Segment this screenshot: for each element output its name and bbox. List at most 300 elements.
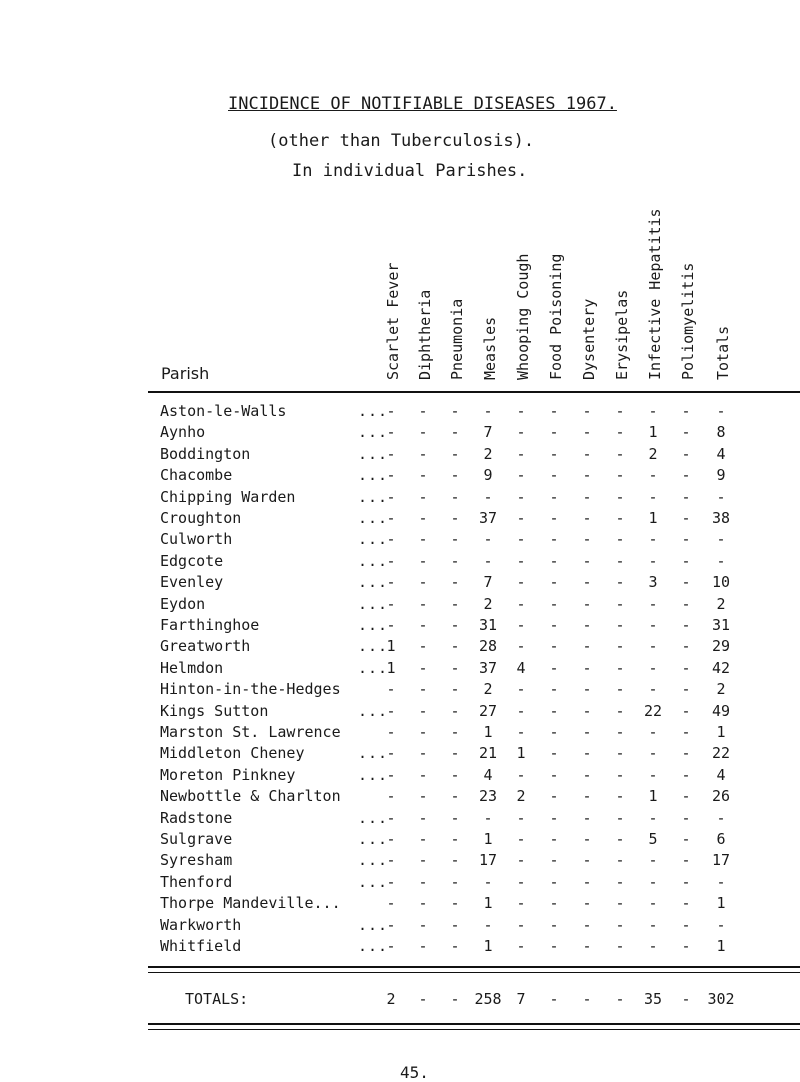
table-cell: - xyxy=(483,487,493,506)
table-cell: - xyxy=(615,658,625,677)
parish-name: Edgcote xyxy=(160,551,224,570)
table-cell: - xyxy=(450,487,460,506)
table-row xyxy=(0,659,800,681)
table-cell: - xyxy=(582,530,592,549)
table-cell: - xyxy=(582,594,592,613)
table-cell: - xyxy=(516,680,526,699)
table-cell: - xyxy=(450,466,460,485)
totals-cell: 302 xyxy=(707,990,735,1008)
table-cell: - xyxy=(648,872,658,891)
table-cell: 1 xyxy=(516,744,526,763)
table-cell: 3 xyxy=(648,573,658,592)
table-cell: - xyxy=(418,594,428,613)
table-cell: - xyxy=(648,937,658,955)
table-cell: 1 xyxy=(716,894,726,913)
table-cell: - xyxy=(648,466,658,485)
table-cell: - xyxy=(418,487,428,506)
table-cell: - xyxy=(386,551,396,570)
leader-dots: ... xyxy=(358,937,389,955)
table-cell: 4 xyxy=(716,765,726,784)
table-cell: - xyxy=(681,723,691,741)
table-cell: - xyxy=(418,808,428,827)
table-cell: 2 xyxy=(716,594,726,613)
table-cell: - xyxy=(450,851,460,870)
table-cell: - xyxy=(582,573,592,592)
table-cell: - xyxy=(681,744,691,763)
table-cell: - xyxy=(450,530,460,549)
table-row xyxy=(0,445,800,467)
table-cell: 31 xyxy=(478,616,498,634)
leader-dots: ... xyxy=(358,530,389,549)
table-cell: - xyxy=(418,851,428,870)
parish-name: Sulgrave xyxy=(160,830,233,848)
table-cell: - xyxy=(483,402,493,420)
table-cell: - xyxy=(418,680,428,699)
table-cell: 28 xyxy=(478,637,498,656)
leader-dots: ... xyxy=(358,423,389,442)
table-cell: - xyxy=(615,937,625,955)
table-cell: - xyxy=(648,402,658,420)
table-row xyxy=(0,744,800,766)
table-cell: 7 xyxy=(483,573,493,592)
column-header: Measles xyxy=(481,316,499,380)
table-cell: - xyxy=(418,658,428,677)
parish-name: Farthinghoe xyxy=(160,616,260,634)
parish-name: Helmdon xyxy=(160,658,224,677)
table-cell: - xyxy=(582,723,592,741)
table-cell: - xyxy=(615,444,625,463)
table-cell: - xyxy=(681,616,691,634)
table-cell: 1 xyxy=(648,509,658,527)
parish-name: Culworth xyxy=(160,530,233,549)
table-row xyxy=(0,916,800,938)
table-cell: 22 xyxy=(643,701,663,720)
table-cell: - xyxy=(483,551,493,570)
table-cell: - xyxy=(716,402,726,420)
table-cell: - xyxy=(582,551,592,570)
table-cell: - xyxy=(549,723,559,741)
table-cell: 7 xyxy=(483,423,493,442)
table-cell: - xyxy=(615,808,625,827)
table-cell: - xyxy=(648,637,658,656)
table-cell: - xyxy=(648,894,658,913)
leader-dots: ... xyxy=(358,765,389,784)
table-row xyxy=(0,723,800,745)
table-cell: - xyxy=(615,402,625,420)
totals-cell: - xyxy=(549,990,559,1008)
table-cell: - xyxy=(386,915,396,934)
table-cell: - xyxy=(582,787,592,806)
table-cell: - xyxy=(386,616,396,634)
table-cell: - xyxy=(582,808,592,827)
table-cell: - xyxy=(386,808,396,827)
table-cell: - xyxy=(615,594,625,613)
table-cell: - xyxy=(418,830,428,848)
table-cell: 37 xyxy=(478,658,498,677)
parish-name: Moreton Pinkney xyxy=(160,765,296,784)
table-cell: - xyxy=(418,637,428,656)
table-cell: - xyxy=(716,915,726,934)
table-cell: - xyxy=(386,466,396,485)
table-cell: - xyxy=(450,680,460,699)
parish-name: Aynho xyxy=(160,423,206,442)
table-cell: - xyxy=(681,701,691,720)
parish-column-header: Parish xyxy=(161,364,210,383)
column-header: Dysentery xyxy=(580,298,598,380)
table-row xyxy=(0,680,800,702)
table-cell: 17 xyxy=(711,851,731,870)
table-cell: - xyxy=(516,808,526,827)
table-cell: - xyxy=(386,402,396,420)
table-cell: 23 xyxy=(478,787,498,806)
leader-dots: ... xyxy=(358,830,389,848)
table-cell: - xyxy=(386,723,396,741)
table-row xyxy=(0,466,800,488)
table-cell: - xyxy=(516,616,526,634)
table-cell: - xyxy=(450,637,460,656)
parish-name: Middleton Cheney xyxy=(160,744,305,763)
table-cell: 2 xyxy=(648,444,658,463)
table-cell: - xyxy=(549,423,559,442)
table-cell: - xyxy=(716,872,726,891)
table-cell: - xyxy=(582,466,592,485)
totals-row xyxy=(0,990,800,1012)
table-cell: - xyxy=(418,509,428,527)
table-cell: - xyxy=(549,680,559,699)
table-row xyxy=(0,830,800,852)
parish-name: Kings Sutton xyxy=(160,701,269,720)
table-cell: 9 xyxy=(716,466,726,485)
table-cell: - xyxy=(386,509,396,527)
table-cell: - xyxy=(549,894,559,913)
table-cell: - xyxy=(615,466,625,485)
table-cell: - xyxy=(681,530,691,549)
parish-name: Radstone xyxy=(160,808,233,827)
table-cell: - xyxy=(450,787,460,806)
table-cell: - xyxy=(418,894,428,913)
table-cell: - xyxy=(418,915,428,934)
table-cell: - xyxy=(386,937,396,955)
table-cell: - xyxy=(516,594,526,613)
table-cell: - xyxy=(450,937,460,955)
table-cell: 1 xyxy=(386,637,396,656)
parish-name: Croughton xyxy=(160,509,242,527)
table-cell: - xyxy=(549,701,559,720)
table-cell: - xyxy=(516,894,526,913)
table-cell: - xyxy=(681,680,691,699)
column-header: Erysipelas xyxy=(613,289,631,380)
table-cell: 27 xyxy=(478,701,498,720)
table-cell: - xyxy=(648,616,658,634)
leader-dots: ... xyxy=(358,851,389,870)
table-cell: - xyxy=(681,894,691,913)
table-cell: - xyxy=(549,851,559,870)
table-cell: - xyxy=(582,765,592,784)
table-cell: - xyxy=(418,937,428,955)
table-cell: - xyxy=(516,851,526,870)
table-cell: - xyxy=(615,872,625,891)
table-cell: 6 xyxy=(716,830,726,848)
table-cell: - xyxy=(549,402,559,420)
table-cell: - xyxy=(418,530,428,549)
table-cell: - xyxy=(615,487,625,506)
table-cell: - xyxy=(418,444,428,463)
table-cell: - xyxy=(615,423,625,442)
leader-dots: ... xyxy=(358,701,389,720)
table-cell: - xyxy=(516,765,526,784)
leader-dots: ... xyxy=(358,402,389,420)
table-cell: 4 xyxy=(716,444,726,463)
table-cell: - xyxy=(450,701,460,720)
table-cell: - xyxy=(516,915,526,934)
table-cell: - xyxy=(386,423,396,442)
table-cell: - xyxy=(549,466,559,485)
table-cell: 31 xyxy=(711,616,731,634)
table-cell: - xyxy=(549,616,559,634)
table-row xyxy=(0,552,800,574)
table-cell: - xyxy=(386,872,396,891)
table-cell: 4 xyxy=(483,765,493,784)
table-cell: - xyxy=(516,937,526,955)
parish-name: Warkworth xyxy=(160,915,242,934)
leader-dots: ... xyxy=(358,658,389,677)
table-cell: - xyxy=(582,830,592,848)
table-cell: - xyxy=(681,402,691,420)
table-cell: - xyxy=(516,872,526,891)
table-cell: - xyxy=(450,744,460,763)
table-cell: - xyxy=(648,530,658,549)
table-cell: - xyxy=(582,744,592,763)
totals-rule-bottom-2 xyxy=(148,1029,800,1030)
table-cell: - xyxy=(386,787,396,806)
table-cell: - xyxy=(516,509,526,527)
table-cell: - xyxy=(450,808,460,827)
leader-dots: ... xyxy=(358,872,389,891)
table-cell: 38 xyxy=(711,509,731,527)
table-cell: - xyxy=(450,616,460,634)
totals-rule-bottom xyxy=(148,1023,800,1025)
parish-name: Eydon xyxy=(160,594,206,613)
table-cell: - xyxy=(681,808,691,827)
table-row xyxy=(0,488,800,510)
leader-dots: ... xyxy=(358,466,389,485)
table-cell: - xyxy=(716,551,726,570)
parish-name: Greatworth xyxy=(160,637,251,656)
table-row xyxy=(0,894,800,916)
leader-dots: ... xyxy=(358,551,389,570)
table-cell: - xyxy=(549,594,559,613)
table-cell: - xyxy=(483,530,493,549)
column-header: Diphtheria xyxy=(416,289,434,380)
table-cell: - xyxy=(516,830,526,848)
table-cell: - xyxy=(615,616,625,634)
column-header: Infective Hepatitis xyxy=(646,208,664,380)
table-cell: 1 xyxy=(483,937,493,955)
table-cell: - xyxy=(516,444,526,463)
leader-dots: ... xyxy=(358,808,389,827)
table-cell: - xyxy=(681,765,691,784)
table-cell: - xyxy=(516,551,526,570)
table-cell: 17 xyxy=(478,851,498,870)
table-cell: 1 xyxy=(648,423,658,442)
leader-dots: ... xyxy=(358,487,389,506)
table-cell: - xyxy=(386,765,396,784)
table-cell: - xyxy=(648,765,658,784)
table-cell: 26 xyxy=(711,787,731,806)
table-cell: - xyxy=(549,872,559,891)
table-cell: - xyxy=(648,851,658,870)
table-cell: - xyxy=(615,765,625,784)
totals-cell: - xyxy=(615,990,625,1008)
table-cell: - xyxy=(716,808,726,827)
leader-dots: ... xyxy=(358,637,389,656)
totals-cell: - xyxy=(681,990,691,1008)
table-cell: - xyxy=(450,894,460,913)
table-cell: - xyxy=(450,658,460,677)
table-cell: - xyxy=(582,402,592,420)
table-cell: 1 xyxy=(483,830,493,848)
totals-cell: - xyxy=(582,990,592,1008)
table-cell: - xyxy=(648,594,658,613)
table-cell: - xyxy=(450,573,460,592)
table-cell: - xyxy=(516,701,526,720)
table-row xyxy=(0,595,800,617)
table-cell: 1 xyxy=(483,894,493,913)
table-cell: - xyxy=(418,466,428,485)
table-cell: 1 xyxy=(483,723,493,741)
table-cell: - xyxy=(549,765,559,784)
table-row xyxy=(0,637,800,659)
table-cell: - xyxy=(681,444,691,463)
totals-cell: 258 xyxy=(474,990,502,1008)
table-cell: 2 xyxy=(483,444,493,463)
table-cell: - xyxy=(648,658,658,677)
table-cell: - xyxy=(681,487,691,506)
totals-cell: 2 xyxy=(386,990,396,1008)
table-cell: - xyxy=(386,573,396,592)
table-cell: - xyxy=(549,658,559,677)
table-cell: - xyxy=(582,616,592,634)
header-rule xyxy=(148,391,800,393)
table-cell: - xyxy=(516,487,526,506)
table-cell: - xyxy=(516,402,526,420)
table-cell: - xyxy=(549,509,559,527)
table-cell: - xyxy=(615,573,625,592)
totals-cell: 7 xyxy=(516,990,526,1008)
parish-name: Chacombe xyxy=(160,466,233,485)
table-cell: - xyxy=(615,637,625,656)
parish-name: Hinton-in-the-Hedges xyxy=(160,680,341,699)
parish-name: Aston-le-Walls xyxy=(160,402,287,420)
table-cell: - xyxy=(582,894,592,913)
table-cell: 37 xyxy=(478,509,498,527)
table-cell: - xyxy=(549,808,559,827)
table-cell: - xyxy=(648,915,658,934)
table-cell: 2 xyxy=(516,787,526,806)
table-cell: - xyxy=(681,594,691,613)
table-cell: - xyxy=(582,509,592,527)
table-cell: 1 xyxy=(648,787,658,806)
table-cell: - xyxy=(582,423,592,442)
column-header: Scarlet Fever xyxy=(384,262,402,380)
table-cell: - xyxy=(681,937,691,955)
column-header: Whooping Cough xyxy=(514,253,532,380)
table-cell: 2 xyxy=(483,594,493,613)
table-cell: 49 xyxy=(711,701,731,720)
table-row xyxy=(0,702,800,724)
table-cell: - xyxy=(648,551,658,570)
parish-name: Thenford xyxy=(160,872,233,891)
page-number: 45. xyxy=(400,1063,429,1082)
table-cell: 42 xyxy=(711,658,731,677)
table-row xyxy=(0,787,800,809)
table-cell: - xyxy=(450,551,460,570)
table-cell: - xyxy=(615,680,625,699)
table-cell: - xyxy=(615,851,625,870)
table-cell: 2 xyxy=(716,680,726,699)
table-cell: - xyxy=(681,551,691,570)
table-cell: - xyxy=(615,894,625,913)
table-cell: - xyxy=(516,637,526,656)
table-cell: - xyxy=(681,851,691,870)
table-cell: - xyxy=(549,551,559,570)
column-header: Pneumonia xyxy=(448,298,466,380)
table-cell: - xyxy=(549,915,559,934)
table-cell: - xyxy=(386,530,396,549)
table-cell: - xyxy=(681,509,691,527)
table-cell: - xyxy=(418,551,428,570)
parish-name: Syresham xyxy=(160,851,233,870)
leader-dots: ... xyxy=(358,573,389,592)
table-cell: - xyxy=(549,787,559,806)
table-cell: - xyxy=(681,466,691,485)
table-cell: - xyxy=(648,487,658,506)
leader-dots: ... xyxy=(358,444,389,463)
table-cell: - xyxy=(681,658,691,677)
table-cell: 8 xyxy=(716,423,726,442)
leader-dots: ... xyxy=(358,509,389,527)
page-subtitle: (other than Tuberculosis). xyxy=(268,131,535,151)
table-cell: - xyxy=(582,915,592,934)
table-cell: - xyxy=(483,808,493,827)
column-header: Poliomyelitis xyxy=(679,262,697,380)
totals-cell: 35 xyxy=(643,990,663,1008)
table-cell: - xyxy=(483,915,493,934)
table-row xyxy=(0,573,800,595)
table-cell: - xyxy=(386,444,396,463)
table-cell: - xyxy=(615,701,625,720)
table-cell: - xyxy=(615,915,625,934)
page-title: INCIDENCE OF NOTIFIABLE DISEASES 1967. xyxy=(228,94,617,114)
table-cell: 2 xyxy=(483,680,493,699)
table-cell: - xyxy=(386,744,396,763)
table-cell: - xyxy=(516,530,526,549)
table-cell: - xyxy=(418,402,428,420)
table-cell: - xyxy=(615,551,625,570)
table-cell: - xyxy=(418,744,428,763)
table-cell: - xyxy=(418,872,428,891)
leader-dots: ... xyxy=(358,744,389,763)
table-cell: - xyxy=(386,851,396,870)
table-row xyxy=(0,937,800,959)
table-cell: - xyxy=(450,423,460,442)
table-cell: - xyxy=(516,423,526,442)
table-cell: - xyxy=(450,765,460,784)
table-cell: - xyxy=(582,444,592,463)
table-cell: - xyxy=(582,658,592,677)
table-cell: - xyxy=(582,680,592,699)
table-cell: - xyxy=(450,872,460,891)
